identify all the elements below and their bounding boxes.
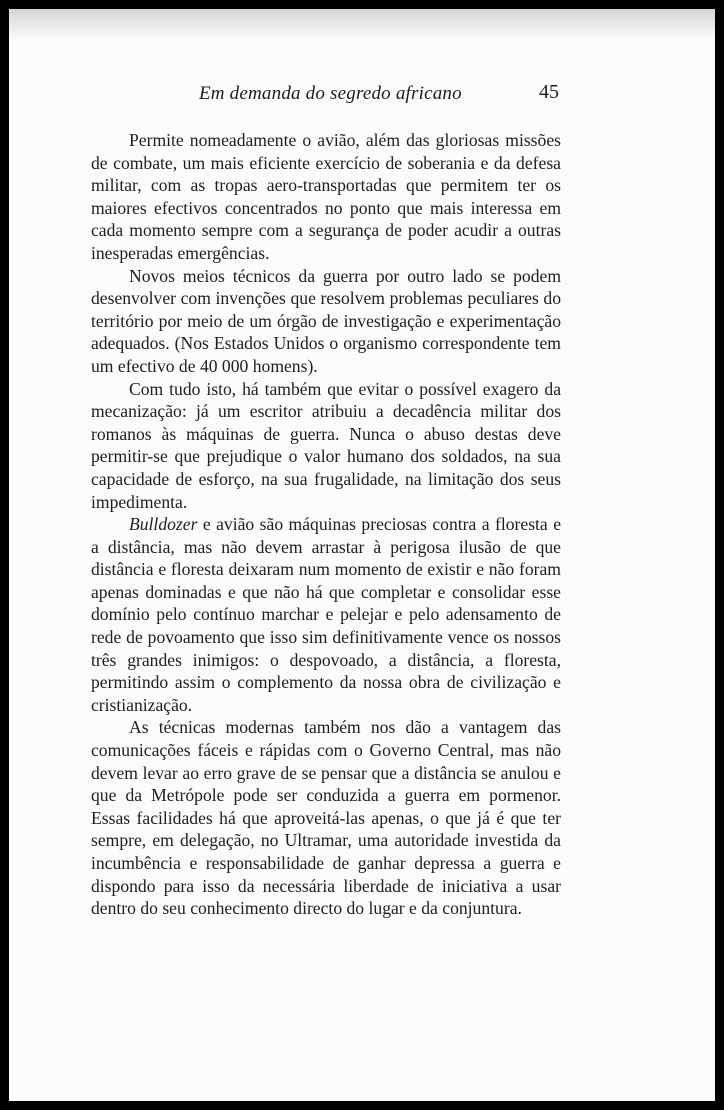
paragraph-3: Com tudo isto, há também que evitar o possível exagero da mecanização: já um escritor atribuiu a decadência militar dos romanos às máquinas de guerra. Nunca o abuso destas deve permitir-se que prejudique o valor humano dos soldados, na sua capacidade de esforço, na sua frugalidade, na limitação dos seus impedimenta. xyxy=(91,378,561,512)
paragraph-4-text: e avião são máquinas preciosas contra a floresta e a distância, mas não devem arrastar à perigosa ilusão de que distância e floresta deixaram num momento de existir e não foram apenas dominadas e que não há que completar e consolidar esse domínio pelo contínuo marchar e pelejar e pelo adensamento de rede de povoamento que isso sim definitivamente vence os nossos três grandes inimigos: o despovoado, a distância, a floresta, permitindo assim o complemento da nossa obra de civilização e cristianização. xyxy=(91,514,561,715)
running-head xyxy=(9,83,715,113)
paragraph-1: Permite nomeadamente o avião, além das gloriosas missões de combate, um mais eficiente exercício de soberania e da defesa militar, com as tropas aero-transportadas que permitem ter os maiores efectivos concentrados no ponto que mais interessa em cada momento sempre com a segurança de poder acudir a outras inesperadas emergências. xyxy=(91,130,561,263)
bulldozer-term: Bulldozer xyxy=(129,514,198,535)
body-text xyxy=(91,129,561,920)
book-page xyxy=(9,9,715,1101)
paragraph-4 xyxy=(91,513,561,716)
running-title: Em demanda do segredo africano xyxy=(199,83,462,104)
paragraph-5: As técnicas modernas também nos dão a vantagem das comunicações fáceis e rápidas com o Governo Central, mas não devem levar ao erro grave de se pensar que a distância se anulou e que da Metrópole pode ser conduzida a guerra em pormenor. Essas facilidades há que aproveitá-las apenas, o que já é que ter sempre, em delegação, no Ultramar, uma autoridade investida da incumbência e responsabilidade de ganhar depressa a guerra e dispondo para isso da necessária liberdade de iniciativa a usar dentro do seu conhecimento directo do lugar e da conjuntura. xyxy=(91,717,561,919)
paragraph-2: Novos meios técnicos da guerra por outro lado se podem desenvolver com invenções que resolvem problemas peculiares do território por meio de um órgão de investigação e experimentação adequados. (Nos Estados Unidos o organismo correspondente tem um efectivo de 40 000 homens). xyxy=(91,265,561,376)
page-number: 45 xyxy=(539,81,559,103)
scan-shadow xyxy=(9,9,715,39)
